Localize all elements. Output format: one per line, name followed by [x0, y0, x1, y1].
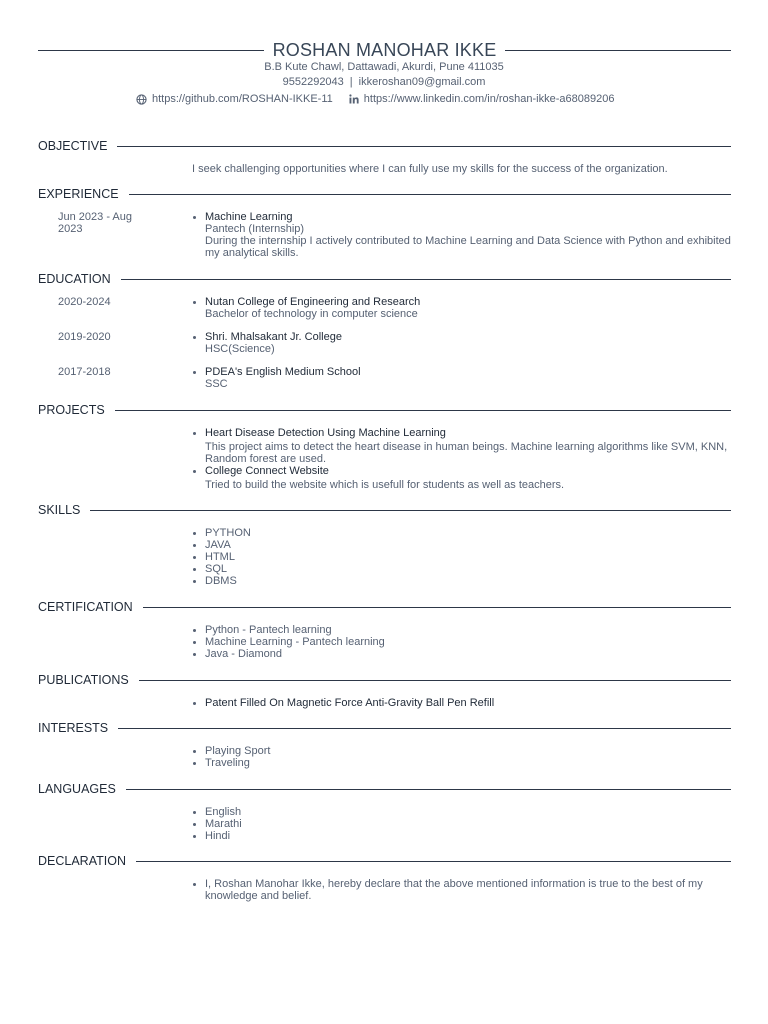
project-name: • Heart Disease Detection Using Machine Learning	[205, 427, 446, 439]
section-title: INTERESTS	[38, 721, 109, 735]
section-rule	[117, 146, 731, 147]
section-title: PUBLICATIONS	[38, 673, 129, 687]
experience-company: Pantech (Internship)	[205, 223, 305, 235]
list-item: • Marathi	[205, 818, 731, 830]
experience-date: Jun 2023 - Aug 2023	[58, 211, 133, 235]
globe-icon	[136, 94, 147, 105]
section-rule	[143, 607, 731, 608]
education-school: • Nutan College of Engineering and Research	[205, 296, 421, 308]
section-title: LANGUAGES	[38, 782, 116, 796]
list-item: • Python - Pantech learning	[205, 624, 731, 636]
certification-section	[38, 599, 731, 660]
education-row	[38, 296, 731, 320]
list-item	[205, 427, 731, 465]
section-rule	[139, 680, 731, 681]
education-date: 2017-2018	[58, 366, 111, 378]
section-rule	[136, 861, 731, 862]
github-url[interactable]: https://github.com/ROSHAN-IKKE-11	[152, 93, 333, 105]
objective-text: I seek challenging opportunities where I can fully use my skills for the success of the organization.	[192, 163, 668, 175]
section-title: DECLARATION	[38, 854, 126, 868]
list-item: • Hindi	[205, 830, 731, 842]
linkedin-link[interactable]	[349, 93, 615, 105]
publication-title: • Patent Filled On Magnetic Force Anti-Gravity Ball Pen Refill	[205, 697, 495, 709]
education-degree: HSC(Science)	[205, 343, 275, 355]
list-item: • English	[205, 806, 731, 818]
section-rule	[121, 279, 731, 280]
education-school: • Shri. Mhalsakant Jr. College	[205, 331, 342, 343]
objective-section	[38, 138, 731, 175]
section-title: EDUCATION	[38, 272, 111, 286]
section-rule	[129, 194, 731, 195]
list-item: • Machine Learning - Pantech learning	[205, 636, 731, 648]
list-item	[205, 697, 731, 709]
list-item: • JAVA	[205, 539, 731, 551]
email-link[interactable]: ikkeroshan09@gmail.com	[358, 76, 486, 88]
section-rule	[118, 728, 731, 729]
education-date: 2019-2020	[58, 331, 111, 343]
declaration-section	[38, 853, 731, 902]
project-desc: This project aims to detect the heart disease in human beings. Machine learning algorithms like SVM, KNN, Random forest are used.	[205, 441, 728, 465]
candidate-name: ROSHAN MANOHAR IKKE	[272, 39, 497, 60]
address: B.B Kute Chawl, Dattawadi, Akurdi, Pune 411035	[264, 61, 504, 73]
phone: 9552292043	[282, 76, 344, 88]
profile-links	[136, 92, 614, 106]
interests-section	[38, 720, 731, 769]
education-section	[38, 271, 731, 390]
header-rule-left	[38, 50, 264, 51]
linkedin-icon	[349, 94, 359, 104]
experience-section	[38, 186, 731, 259]
list-item: • Java - Diamond	[205, 648, 731, 660]
education-date: 2020-2024	[58, 296, 111, 308]
experience-role: • Machine Learning	[205, 211, 293, 223]
skills-section	[38, 502, 731, 587]
section-title: CERTIFICATION	[38, 600, 133, 614]
list-item	[205, 366, 731, 390]
separator: |	[349, 76, 353, 88]
education-row	[38, 331, 731, 355]
list-item: • SQL	[205, 563, 731, 575]
name-header	[38, 40, 731, 60]
header-rule-right	[505, 50, 731, 51]
education-degree: Bachelor of technology in computer science	[205, 308, 418, 320]
projects-section	[38, 402, 731, 491]
section-title: EXPERIENCE	[38, 187, 119, 201]
list-item	[205, 211, 731, 259]
section-rule	[126, 789, 731, 790]
section-title: SKILLS	[38, 503, 81, 517]
section-rule	[90, 510, 731, 511]
publications-section	[38, 672, 731, 709]
declaration-text: • I, Roshan Manohar Ikke, hereby declare that the above mentioned information is true to the best of my knowledge and belief.	[205, 878, 731, 902]
education-degree: SSC	[205, 378, 228, 390]
linkedin-url[interactable]: https://www.linkedin.com/in/roshan-ikke-a68089206	[363, 93, 615, 105]
list-item: • Playing Sport	[205, 745, 731, 757]
list-item	[205, 331, 731, 355]
project-desc: Tried to build the website which is usefull for students as well as teachers.	[205, 479, 565, 491]
list-item	[205, 465, 731, 491]
phone-email-line	[0, 76, 768, 88]
languages-section	[38, 781, 731, 842]
list-item: • Traveling	[205, 757, 731, 769]
education-school: • PDEA's English Medium School	[205, 366, 361, 378]
experience-row	[38, 211, 731, 259]
education-row	[38, 366, 731, 390]
github-link[interactable]	[136, 93, 333, 105]
project-name: • College Connect Website	[205, 465, 329, 477]
list-item: • DBMS	[205, 575, 731, 587]
experience-desc: During the internship I actively contributed to Machine Learning and Data Science with Python and exhibited my analytical skills.	[205, 235, 731, 259]
section-title: PROJECTS	[38, 403, 105, 417]
list-item: • PYTHON	[205, 527, 731, 539]
list-item	[205, 296, 731, 320]
section-rule	[115, 410, 731, 411]
section-title: OBJECTIVE	[38, 139, 108, 153]
list-item: • HTML	[205, 551, 731, 563]
